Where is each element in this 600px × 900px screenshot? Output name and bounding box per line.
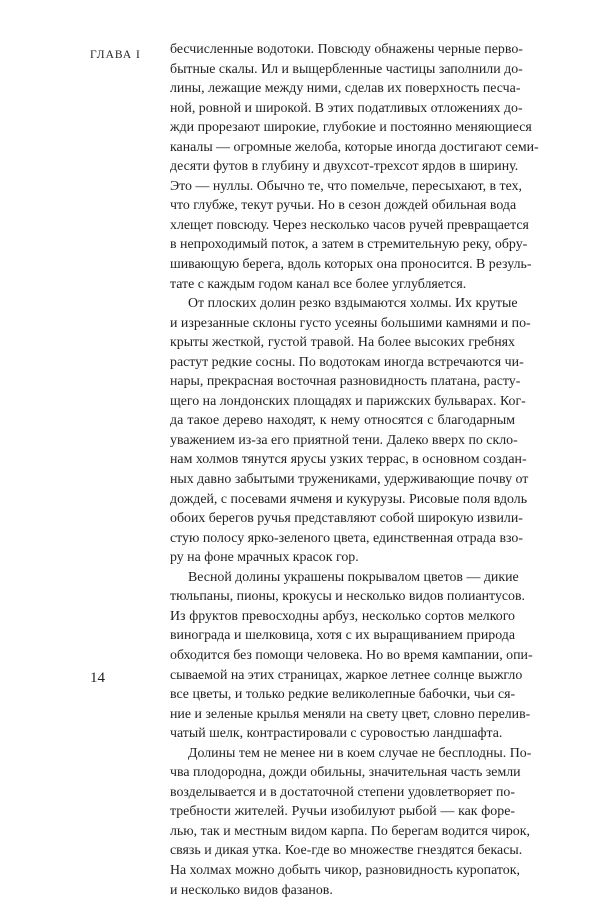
text-line: все цветы, и только редкие великолепные бабочки, чьи ся- [170,687,516,703]
text-line: что глубже, текут ручьи. Но в сезон дождей обильная вода [170,198,517,214]
text-line: лины, лежащие между ними, сделав их поверхность песча- [170,81,521,97]
text-line: бытные скалы. Ил и выщербленные частицы заполнили до- [170,61,523,77]
text-line: требности жителей. Ручьи изобилуют рыбой — как форе- [170,804,515,820]
text-line: жди прорезают широкие, глубокие и постоянно меняющиеся [170,120,532,136]
text-line: тюльпаны, пионы, крокусы и несколько видов полиантусов. [170,589,526,605]
text-line: возделывается и в достаточной степени удовлетворяет по- [170,784,515,800]
text-line: бесчисленные водотоки. Повсюду обнажены черные перво- [170,42,523,57]
text-line: ных давно забытыми тружениками, удерживающие почву от [170,472,529,488]
text-line: На холмах можно добыть чикор, разновидность куропаток, [170,862,520,878]
text-line: обоих берегов ручья представляют собой широкую извили- [170,511,523,527]
text-line: сываемой на этих страницах, жаркое летнее солнце выжгло [170,667,523,683]
text-line: хлещет повсюду. Через несколько часов ручей превращается [170,217,529,233]
text-line: щего на лондонских площадях и парижских бульварах. Ког- [170,393,526,409]
text-line: десяти футов в глубину и двухсот-трехсот ярдов в ширину. [170,159,519,175]
page-number: 14 [90,670,105,686]
text-line: От плоских долин резко вздымаются холмы. Их крутые [188,296,518,312]
text-line: Это — нуллы. Обычно те, что помельче, пересыхают, в тех, [170,178,523,194]
chapter-label: ГЛАВА I [90,49,141,61]
text-line: и несколько видов фазанов. [170,882,333,898]
text-line: чатый шелк, контрастировали с суровостью ландшафта. [170,726,503,742]
text-line: растут редкие сосны. По водотокам иногда встречаются чи- [170,354,524,370]
text-line: крыты жесткой, густой травой. На более высоких гребнях [170,335,515,351]
text-line: чва плодородна, дожди обильны, значительная часть земли [170,765,521,781]
text-line: Долины тем не менее ни в коем случае не бесплодны. По- [188,745,532,761]
text-line: дождей, с посевами ячменя и кукурузы. Рисовые поля вдоль [170,491,528,507]
text-line: каналы — огромные желоба, которые иногда достигают семи- [170,139,539,155]
text-line: обходится без помощи человека. Но во время кампании, опи- [170,647,533,663]
text-line: да такое дерево находят, к нему относятся с благодарным [170,413,515,429]
text-line: ной, ровной и широкой. В этих податливых отложениях до- [170,100,523,116]
text-line: нары, прекрасная восточная разновидность платана, расту- [170,374,521,390]
text-line: лью, так и местным видом карпа. По берегам водится чирок, [170,823,530,839]
text-line: уважением из-за его приятной тени. Далеко вверх по скло- [170,432,518,448]
text-line: связь и дикая утка. Кое-где во множестве гнездятся бекасы. [170,843,523,859]
body-text [170,40,539,900]
text-line: Из фруктов превосходны арбуз, несколько сортов мелкого [170,608,515,624]
text-line: шивающую берега, вдоль которых она проносится. В резуль- [170,257,532,273]
text-line: винограда и шелковица, хотя с их выращиванием природа [170,628,515,644]
text-line: стую полосу ярко-зеленого цвета, единственная отрада взо- [170,530,523,546]
text-line: Весной долины украшены покрывалом цветов — дикие [188,569,519,585]
text-line: нам холмов тянутся ярусы узких террас, в основном создан- [170,452,527,468]
text-line: в непроходимый поток, а затем в стремительную реку, обру- [170,237,528,253]
text-line: и изрезанные склоны густо усеяны большими камнями и по- [170,315,531,331]
text-line: тате с каждым годом канал все более углубляется. [170,276,467,292]
text-line: ру на фоне мрачных красок гор. [170,550,359,566]
text-line: ние и зеленые крылья меняли на свету цвет, словно перелив- [170,706,531,722]
